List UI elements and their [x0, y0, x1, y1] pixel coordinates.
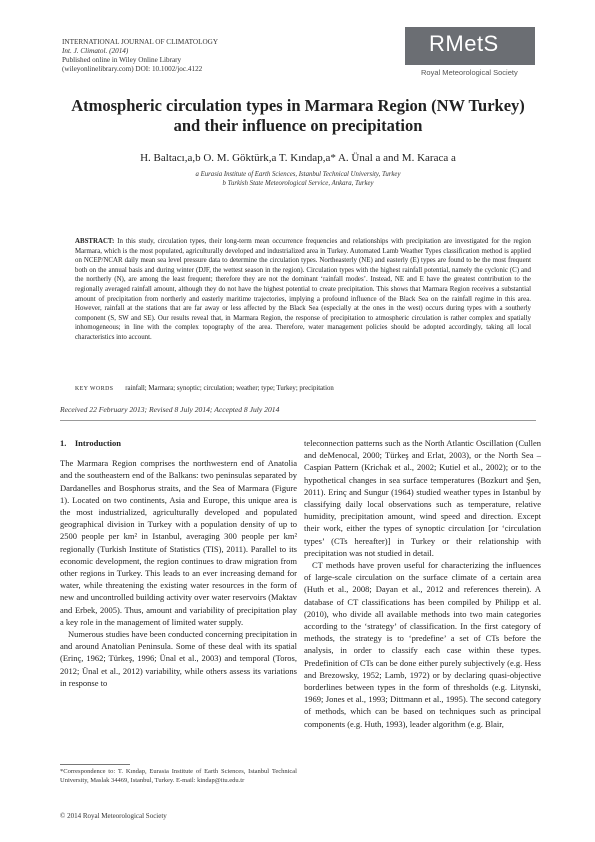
journal-abbrev: Int. J. Climatol. (2014)	[62, 47, 129, 55]
keywords-text: rainfall; Marmara; synoptic; circulation; weather; type; Turkey; precipitation	[125, 385, 334, 392]
keywords-label: KEY WORDS	[75, 386, 114, 392]
journal-name: INTERNATIONAL JOURNAL OF CLIMATOLOGY	[62, 38, 219, 46]
logo-box	[405, 27, 535, 65]
abstract-text: In this study, circulation types, their long-term mean occurrence frequencies and relationships with precipitation are investigated for the region Marmara, which is the most populated, agriculturally developed and industrialized area in Turkey. Automated Lamb Weather Types classification method is applied on NCEP/NCAR daily mean sea level pressure data to determine the circulation types. Northeasterly (NE) and easterly (E) types are found to be the most frequent both on the annual basis and during winter (DJF, the wettest season in the region). Circulation types with the highest rainfall potential, namely the cyclonic (C) and the northerly (N), are among the least frequent; therefore they are not the dominant ‘rainfall modes’. Instead, NE and E have the greatest contribution to the regionally averaged rainfall amount, although they do not have the highest potential to create precipitation. This shows that Marmara Region receives a substantial amount of precipitation from northerly and easterly maritime trajectories, implying a profound influence of the Black Sea on the rainfall regime in this area. However, rainfall at the stations that are far away or less affected by the Black Sea (especially at the ones in the west) occurs during types with a southerly component (S, SW and SE). Our results reveal that, in Marmara Region, the response of precipitation to atmospheric circulation is rather complex and spatially inhomogeneous; in line with the complex topography of the area. Therefore, water management policies should be adopted accordingly, taking all local characteristics into account.	[75, 238, 531, 341]
paragraph: Numerous studies have been conducted concerning precipitation in and around Anatolian Peninsula. Some of these deal with its spatial (Erinç, 1962; Türkeş, 1996; Ünal et al., 2003) and temporal (Toros, 2012; Ünal et al., 2012) variability, while others assess its variations in response to	[60, 629, 297, 688]
copyright: © 2014 Royal Meteorological Society	[60, 812, 167, 820]
left-column	[60, 437, 297, 689]
affiliations	[60, 170, 536, 188]
paper-title: Atmospheric circulation types in Marmara Region (NW Turkey) and their influence on precipitation	[71, 96, 525, 135]
logo-name: RMetS	[429, 31, 499, 56]
affiliation-a: a Eurasia Institute of Earth Sciences, Istanbul Technical University, Turkey	[195, 171, 401, 178]
doi-line[interactable]: (wileyonlinelibrary.com) DOI: 10.1002/joc.4122	[62, 65, 203, 73]
journal-header	[62, 38, 218, 74]
correspondence-footnote: *Correspondence to: T. Kındap, Eurasia Institute of Earth Sciences, Istanbul Technical University, Maslak 34469, Istanbul, Turkey. E-mail: kindap@itu.edu.tr	[60, 768, 297, 784]
received-dates: Received 22 February 2013; Revised 8 July 2014; Accepted 8 July 2014	[60, 405, 280, 414]
paragraph: CT methods have proven useful for characterizing the influences of large-scale circulation on the surface climate of a certain area (Huth et al., 2008; Dayan et al., 2012 and references therein). A database of CT classifications has been compiled by Philipp et al. (2010), who divide all available methods into two main categories according to the ‘strategy’ of classification. In the first category of methods, the strategy is to ‘predefine’ a set of CTs before the analysis, in order to classify each case within these types. Predefinition of CTs can be done either purely subjectively (e.g. Hess and Brezowsky, 1952; Lamb, 1972) or by declaring quasi-objective borderlines between types in the form of thresholds (e.g. Litynski, 1969; Jones et al., 1993; Dittmann et al., 1995). The second category of methods, which can be based on techniques such as principal components (e.g. Huth, 1993), leader algorithm (e.g. Blair,	[304, 560, 541, 729]
abstract-label: ABSTRACT:	[75, 238, 115, 245]
section-title: Introduction	[74, 438, 122, 448]
affiliation-b: b Turkish State Meteorological Service, Ankara, Turkey	[222, 180, 374, 187]
footnote-divider	[60, 764, 130, 765]
rmets-logo	[405, 27, 545, 79]
paragraph: The Marmara Region comprises the northwestern end of Anatolia and the southeastern end of the Balkans: two peninsulas separated by Dardanelles and Bosphorus straits, and the Sea of Marmara (Figure 1). Located on two continents, Asia and Europe, this unique area is the most industrialized, agriculturally developed and populated geographical division in Turkey with a population density of up to 2500 people per km² in Istanbul, averaging 300 people per km² regionally (Turkish Institute of Statistics (TIS), 2011). Parallel to its economic development, the region continues to draw migration from other regions in Turkey. This leads to an ever increasing demand for water, while threatening the existing water resources in the form of new and uncontrolled building activity over water reservoirs (Maktav and Erbek, 2005). Thus, amount and variability of precipitation play a key role in the management of limited water supply.	[60, 458, 297, 627]
keywords	[75, 385, 531, 392]
paragraph: teleconnection patterns such as the North Atlantic Oscillation (Cullen and deMenocal, 2000; Türkeş and Erlat, 2003), or the North Sea – Caspian Pattern (Krichak et al., 2002; Kutiel et al., 2002); or to the hypothetical changes in sea surface temperatures (Bozkurt and Şen, 2011). Erinç and Sungur (1964) studied weather types in Istanbul by classifying daily local observations such as temperature, relative humidity, precipitation amount, wind speed and direction. Except their work, either the types of synoptic circulation [or ‘circulation types’ (CTs hereafter)] in Turkey or their relationship with precipitation was not studied in detail.	[304, 438, 541, 558]
right-column	[304, 437, 541, 730]
logo-subtitle: Royal Meteorological Society	[421, 68, 518, 77]
abstract	[75, 237, 531, 343]
divider	[60, 420, 536, 421]
section-heading	[60, 437, 297, 449]
author-list: H. Baltacı,a,b O. M. Göktürk,a T. Kındap,a* A. Ünal a and M. Karaca a	[140, 152, 456, 164]
published-line: Published online in Wiley Online Library	[62, 56, 182, 64]
section-number: 1.	[60, 438, 67, 448]
